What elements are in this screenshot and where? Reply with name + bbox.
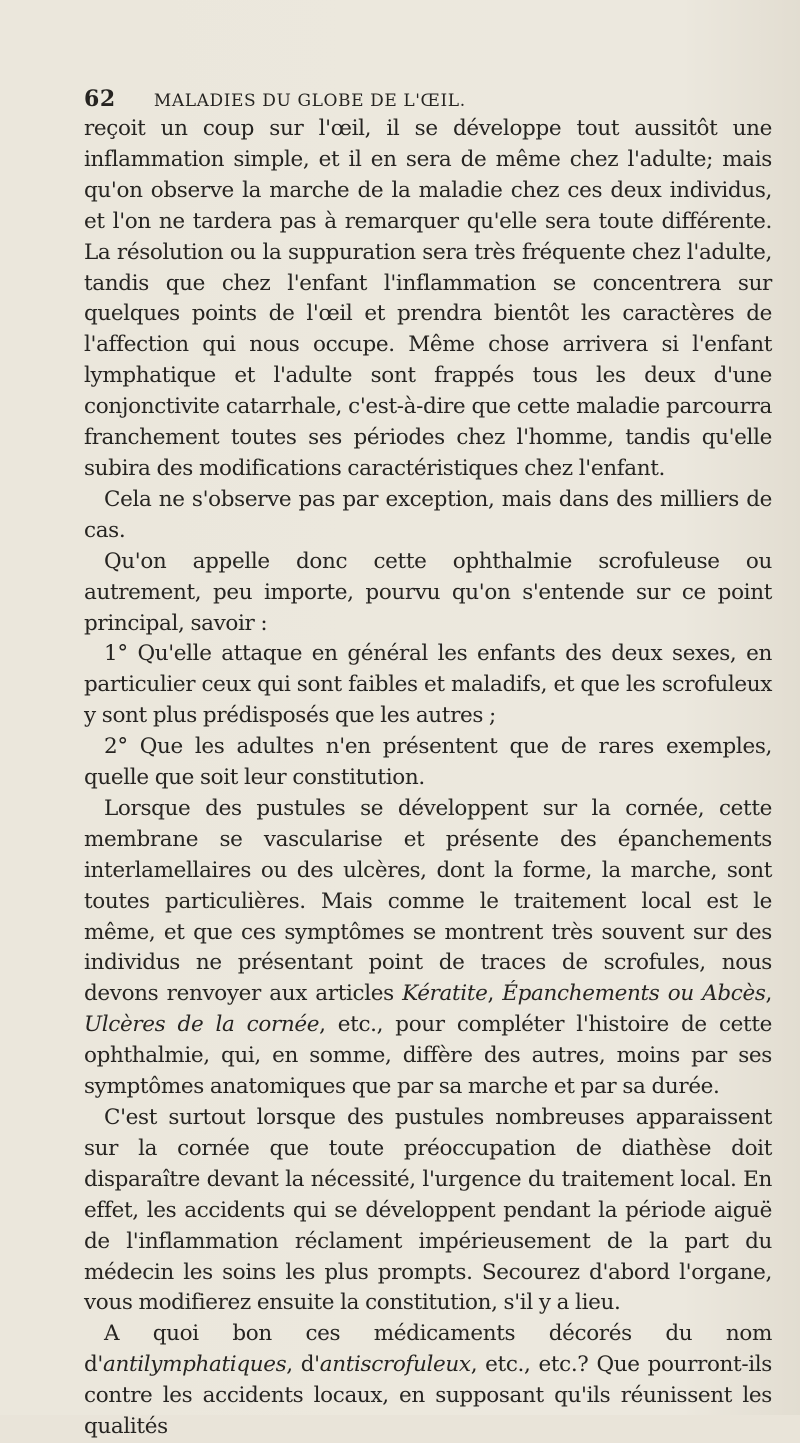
paragraph-ophthalmie: Qu'on appelle donc cette ophthalmie scrofuleuse ou autrement, peu importe, pourvu qu'on s'entende sur ce point principal, savoir : [84,548,772,636]
paragraph-exception: Cela ne s'observe pas par exception, mais dans des milliers de cas. [84,486,772,543]
running-head [84,86,784,112]
paragraph-continued: reçoit un coup sur l'œil, il se développe tout aussitôt une inflammation simple, et il en sera de même chez l'adulte; mais qu'on observe la marche de la maladie chez ces deux individus, et l'on ne tardera pas à remarquer qu'elle sera toute différente. La résolution ou la suppuration sera très fréquente chez l'adulte, tandis que chez l'enfant l'inflammation se concentrera sur quelques points de l'œil et prendra bientôt les caractères de l'affection qui nous occupe. Même chose arrivera si l'enfant lymphatique et l'adulte sont frappés tous les deux d'une conjonctivite catarrhale, c'est-à-dire que cette maladie parcourra franchement toutes ses périodes chez l'homme, tandis qu'elle subira des modifications caractéristiques chez l'enfant. [84,116,772,481]
reference-ulceres: Ulcères de la cornée [84,1012,320,1038]
paragraph-point-2: 2° Que les adultes n'en présentent que de rares exemples, quelle que soit leur constitution. [84,734,772,791]
reference-keratite: Kératite [402,981,488,1007]
text-run: Lorsque des pustules se développent sur la cornée, cette membrane se vascularise et présente des épanchements interlamellaires ou des ulcères, dont la forme, la marche, sont toutes particulières. Mais comme le traitement local est le même, et que ces symptômes se montrent très souvent sur des individus ne présentant point de traces de scrofules, nous devons renvoyer aux articles [84,795,772,1007]
running-title: MALADIES DU GLOBE DE L'ŒIL. [153,91,466,111]
text-run: , [487,981,503,1007]
text-run: A quoi bon ces médicaments décorés du nom d' [84,1321,772,1378]
text-run: , [765,981,772,1007]
text-run: , etc., etc.? Que pourront-ils contre les accidents locaux, en supposant qu'ils réunissent les qualités [84,1352,772,1440]
paragraph-a-quoi-bon [84,1319,772,1443]
term-antiscrofuleux: antiscrofuleux [319,1352,471,1378]
text-run: , d' [286,1352,320,1378]
paragraph-cest-surtout: C'est surtout lorsque des pustules nombreuses apparaissent sur la cornée que toute préoccupation de diathèse doit disparaître devant la nécessité, l'urgence du traitement local. En effet, les accidents qui se développent pendant la période aiguë de l'inflammation réclament impérieusement de la part du médecin les soins les plus prompts. Secourez d'abord l'organe, vous modifierez ensuite la constitution, s'il y a lieu. [84,1105,772,1316]
text-run: , etc., pour compléter l'histoire de cette ophthalmie, qui, en somme, diffère des autres, moins par ses symptômes anatomiques que par sa marche et par sa durée. [84,1012,772,1100]
reference-epanchements: Épanchements ou Abcès [502,981,766,1007]
page-number: 62 [84,86,116,112]
body-text [84,114,772,1443]
paragraph-point-1: 1° Qu'elle attaque en général les enfants des deux sexes, en particulier ceux qui sont faibles et maladifs, et que les scrofuleux y sont plus prédisposés que les autres ; [84,641,772,729]
term-antilymphatiques: antilymphatiques [102,1352,287,1378]
paragraph-lorsque [84,794,772,1103]
